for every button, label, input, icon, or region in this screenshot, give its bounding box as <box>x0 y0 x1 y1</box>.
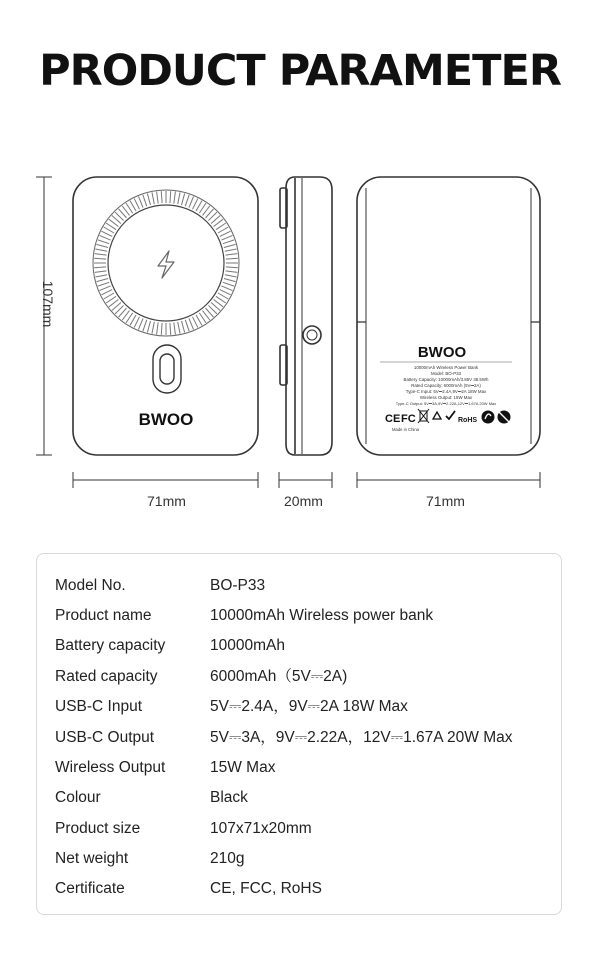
side-view <box>280 177 332 455</box>
back-label-line: Type-C Input: 5V⎓2.4A,9V⎓2A 18W Max <box>405 389 487 394</box>
page-title: PRODUCT PARAMETER <box>39 46 561 96</box>
back-label-line: Model: BO-P33 <box>430 371 462 376</box>
spec-label: Certificate <box>55 880 125 897</box>
back-label-line: Type-C Output: 5V⎓3A,9V⎓2.22A,12V⎓1.67A 20W Max <box>395 401 497 406</box>
front-width-label: 71mm <box>147 493 186 509</box>
spec-label: USB-C Output <box>55 729 155 746</box>
spec-value: Black <box>210 789 248 806</box>
made-in-text: Made in China <box>392 427 420 432</box>
front-width-dimension-line <box>73 472 258 488</box>
back-label-line: Battery Capacity: 10000mAh/3.85V 38.5Wh <box>403 377 489 382</box>
spec-table <box>36 553 562 915</box>
ce-mark: CE <box>385 413 401 425</box>
spec-value: 10000mAh Wireless power bank <box>210 607 434 624</box>
spec-value: 5V⎓2.4A，9V⎓2A 18W Max <box>210 698 408 715</box>
spec-value: 210g <box>210 850 245 867</box>
spec-label: Wireless Output <box>55 759 166 776</box>
spec-label: Model No. <box>55 577 126 594</box>
height-dimension-label: 107mm <box>40 280 56 328</box>
side-width-dimension-line <box>279 472 332 488</box>
back-label-line: Wireless Output: 15W Max <box>419 395 473 400</box>
spec-value: 6000mAh（5V⎓2A) <box>210 668 348 685</box>
spec-label: USB-C Input <box>55 698 143 715</box>
spec-value: BO-P33 <box>210 577 266 594</box>
spec-label: Rated capacity <box>55 668 158 685</box>
spec-label: Product size <box>55 820 141 837</box>
front-view <box>73 177 258 455</box>
spec-value: CE, FCC, RoHS <box>210 880 322 897</box>
spec-value: 107x71x20mm <box>210 820 312 837</box>
spec-label: Battery capacity <box>55 637 166 654</box>
product-dimension-diagram <box>0 160 600 520</box>
back-label-line: Rated Capacity: 6000mAh (5V⎓2A) <box>411 383 481 388</box>
spec-value: 5V⎓3A，9V⎓2.22A，12V⎓1.67A 20W Max <box>210 729 513 746</box>
fcc-mark: FC <box>401 413 416 425</box>
spec-value: 10000mAh <box>210 637 285 654</box>
spec-label: Product name <box>55 607 152 624</box>
no-fire-icon <box>498 411 511 424</box>
back-label-line: 10000mAh Wireless Power Bank <box>413 365 479 370</box>
front-brand-logo: BWOO <box>138 410 194 429</box>
spec-value: 15W Max <box>210 759 276 776</box>
spec-label: Net weight <box>55 850 129 867</box>
back-brand-logo: BWOO <box>417 344 467 361</box>
back-width-dimension-line <box>357 472 540 488</box>
back-view <box>357 177 540 455</box>
back-width-label: 71mm <box>426 493 465 509</box>
rohs-mark: RoHS <box>458 417 478 424</box>
weee-bin-icon <box>418 409 429 423</box>
side-width-label: 20mm <box>284 493 323 509</box>
spec-label: Colour <box>55 789 101 806</box>
recycle-circle-icon <box>482 411 495 424</box>
